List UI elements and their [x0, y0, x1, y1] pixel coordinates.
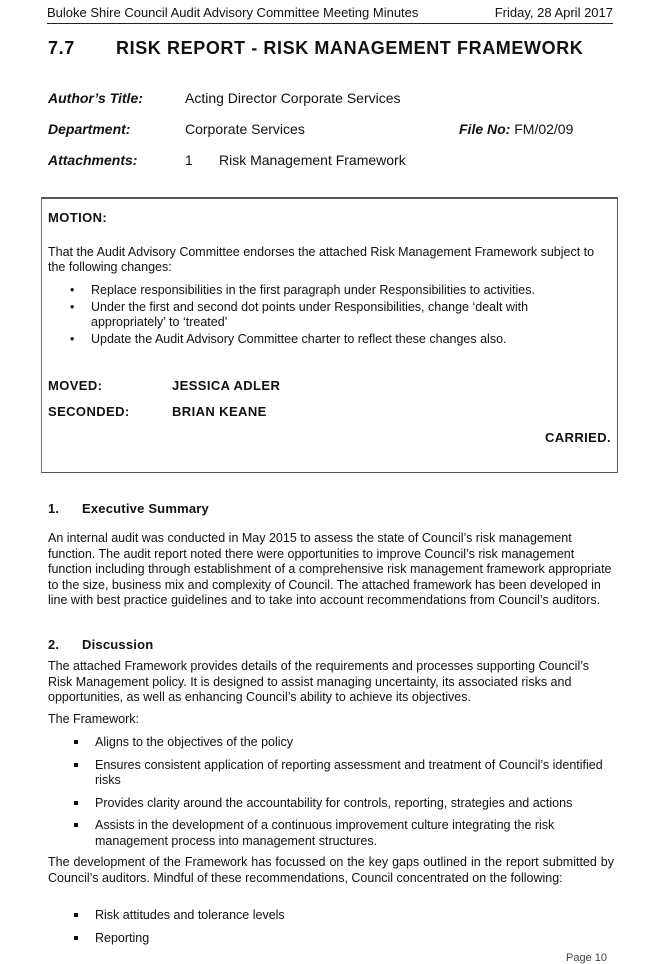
moved-row — [48, 378, 281, 393]
department-row — [48, 121, 628, 141]
motion-change-list — [48, 283, 588, 349]
framework-list — [48, 735, 614, 849]
report-heading — [48, 38, 628, 59]
department-value: Corporate Services — [185, 121, 305, 137]
motion-title: MOTION: — [48, 210, 108, 225]
author-label: Author’s Title: — [48, 90, 143, 106]
list-item: • Replace responsibilities in the first paragraph under Responsibilities to activities. — [48, 283, 588, 298]
section-title: Executive Summary — [82, 501, 209, 516]
seconded-label: SECONDED: — [48, 404, 130, 419]
section-title: Discussion — [82, 637, 154, 652]
seconded-by: BRIAN KEANE — [172, 404, 267, 419]
framework-intro: The Framework: — [48, 712, 139, 726]
report-title: RISK REPORT - RISK MANAGEMENT FRAMEWORK — [116, 38, 584, 58]
list-item: • Under the first and second dot points under Responsibilities, change ‘dealt with appropriately’ to ‘treated’ — [48, 300, 588, 330]
list-item: Ensures consistent application of reporting assessment and treatment of Council’s identified risks — [48, 758, 614, 789]
author-value: Acting Director Corporate Services — [185, 90, 401, 106]
motion-box — [41, 197, 618, 473]
meeting-date: Friday, 28 April 2017 — [494, 5, 613, 20]
attachment-number: 1 — [185, 152, 193, 168]
page-number: Page 10 — [566, 952, 607, 964]
list-item: Assists in the development of a continuous improvement culture integrating the risk management process into management structures. — [48, 818, 614, 849]
list-item: Aligns to the objectives of the policy — [48, 735, 614, 751]
seconded-row — [48, 404, 267, 419]
executive-summary-text: An internal audit was conducted in May 2015 to assess the state of Council’s risk management function. The audit report noted there were opportunities to improve Council’s risk management function including through establishment of a comprehensive risk management framework appropriate to the size, business mix and complexity of Council. The attached framework has been developed in line with best practice guidelines and to take into account recommendations from Council’s auditors. — [48, 531, 612, 607]
file-value: FM/02/09 — [514, 121, 574, 137]
section-number: 1. — [48, 501, 60, 516]
section-number: 2. — [48, 637, 60, 652]
list-item: Reporting — [48, 931, 614, 947]
list-item: • Update the Audit Advisory Committee charter to reflect these changes also. — [48, 332, 588, 347]
motion-result: CARRIED. — [544, 430, 611, 445]
file-label: File No: — [459, 121, 511, 137]
section-heading-discussion — [48, 637, 153, 652]
section-heading-executive-summary — [48, 501, 209, 516]
report-number: 7.7 — [48, 38, 75, 58]
moved-by: JESSICA ADLER — [172, 378, 281, 393]
list-item: Risk attitudes and tolerance levels — [48, 908, 614, 924]
moved-label: MOVED: — [48, 378, 103, 393]
discussion-text: The attached Framework provides details of the requirements and processes supporting Council’s Risk Management policy. It is designed to assist managing uncertainty, its associated risks and opportunities, as well as enhancing Council’s ability to achieve its objectives. — [48, 659, 590, 704]
list-item: Provides clarity around the accountability for controls, reporting, strategies and actions — [48, 796, 614, 812]
focus-list — [48, 908, 614, 946]
motion-paragraph: That the Audit Advisory Committee endorses the attached Risk Management Framework subject to the following changes: — [48, 245, 595, 274]
focus-text: The development of the Framework has focussed on the key gaps outlined in the report submitted by Council’s auditors. Mindful of these recommendations, Council concentrated on the following: — [48, 855, 614, 885]
running-header — [47, 5, 613, 24]
file-number — [459, 121, 573, 137]
meeting-title: Buloke Shire Council Audit Advisory Committee Meeting Minutes — [47, 5, 419, 20]
department-label: Department: — [48, 121, 131, 137]
author-row — [48, 90, 628, 110]
attachments-label: Attachments: — [48, 152, 138, 168]
attachment-name: Risk Management Framework — [219, 152, 406, 168]
attachments-row — [48, 152, 628, 172]
